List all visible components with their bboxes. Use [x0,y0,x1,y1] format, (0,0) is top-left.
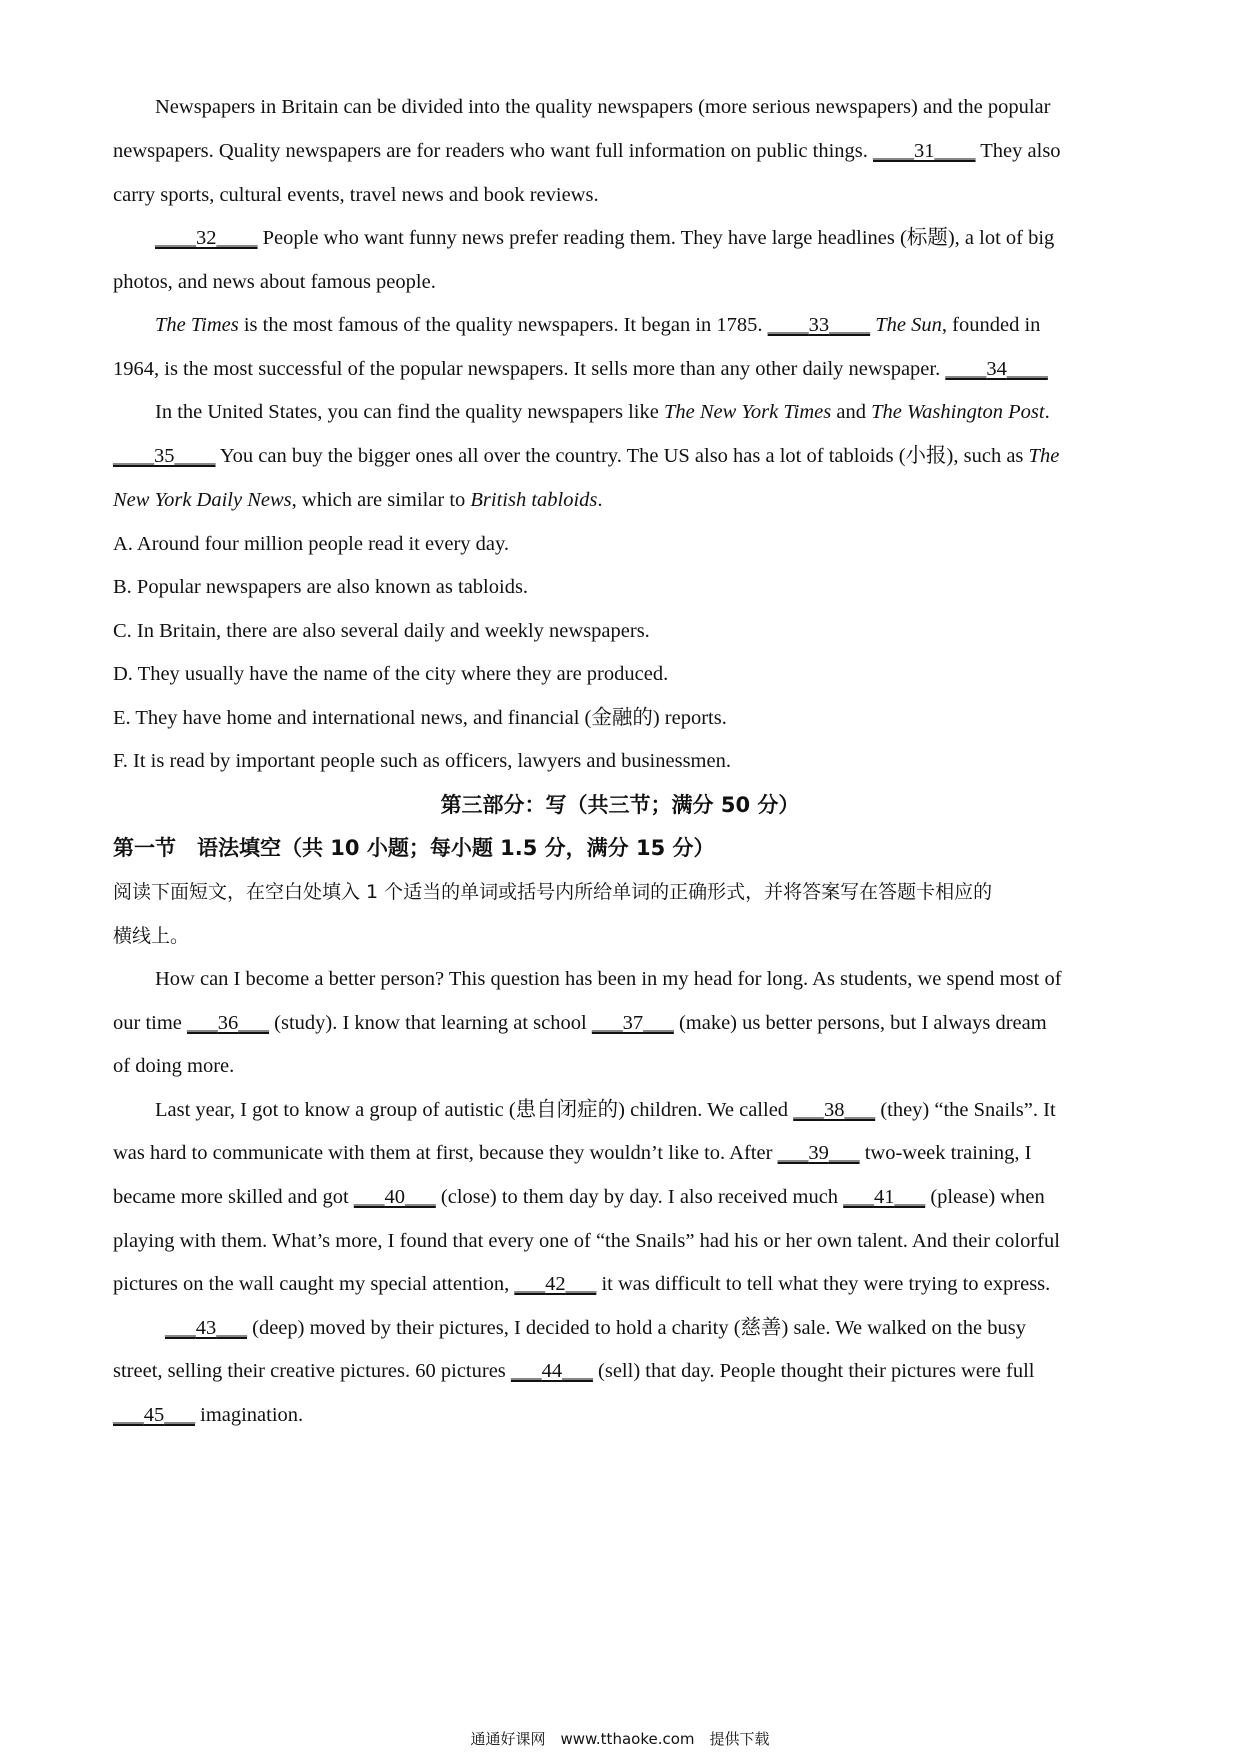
text: became more skilled and got [113,1186,349,1208]
passage2-line [155,1096,1175,1124]
text: . [1044,401,1050,423]
passage1-line [113,268,1133,296]
text: In the United States, you can find the quality newspapers like [155,401,659,423]
italic-title: The New York Times [663,401,832,423]
text: . [597,489,603,511]
blank-36: ___36___ [187,1012,270,1034]
italic-title: British tabloids [470,489,598,511]
blank-43: ___43___ [165,1317,247,1339]
blank-42: ___42___ [514,1273,597,1295]
text: Newspapers in Britain can be divided into the quality newspapers (more serious newspapers) and the popular [155,96,1051,118]
blank-37: ___37___ [591,1012,674,1034]
text: (they) “the Snails”. It [880,1099,1056,1121]
passage2-line [113,1052,1133,1080]
passage2-line [113,1009,1133,1037]
blank-38: ___38___ [793,1099,876,1121]
text: of doing more. [113,1055,235,1077]
blank-39: ___39___ [777,1142,860,1164]
text: photos, and news about famous people. [113,271,436,293]
text: imagination. [200,1404,304,1426]
text: playing with them. What’s more, I found that every one of “the Snails” had his or her own talent. And their colorful [113,1230,1060,1252]
option-b: B. Popular newspapers are also known as tabloids. [113,576,529,598]
passage1-line [113,137,1133,165]
text: is the most famous of the quality newspapers. It began in 1785. [243,314,763,336]
passage2-line [113,1183,1133,1211]
passage1-line [113,355,1133,383]
text: two-week training, I [864,1142,1032,1164]
text: was hard to communicate with them at first, because they wouldn’t like to. After [113,1142,773,1164]
text: 1964, is the most successful of the popular newspapers. It sells more than any other daily newspaper. [113,358,941,380]
blank-45: ___45___ [113,1404,195,1426]
italic-title: The [1028,445,1060,467]
text: (deep) moved by their pictures, I decided to hold a charity (慈善) sale. We walked on the busy [252,1317,1027,1339]
passage1-line [155,93,1175,121]
text: newspapers. Quality newspapers are for readers who want full information on public things. [113,140,868,162]
italic-title: New York Daily News [113,489,292,511]
passage2-line [113,1227,1133,1255]
passage1-line [113,442,1133,470]
blank-44: ___44___ [510,1360,593,1382]
part3-title: 第三部分：写（共三节；满分 50 分） [440,793,800,817]
text: (please) when [930,1186,1045,1208]
text: carry sports, cultural events, travel news and book reviews. [113,184,599,206]
passage2-line [113,1357,1133,1385]
instruction-text: 阅读下面短文，在空白处填入 1 个适当的单词或括号内所给单词的正确形式，并将答案写在答题卡相应的 [113,881,993,903]
passage1-line [113,486,1133,514]
text: it was difficult to tell what they were trying to express. [601,1273,1051,1295]
text: People who want funny news prefer reading them. They have large headlines (标题), a lot of big [262,227,1055,249]
section1-title: 第一节 语法填空（共 10 小题；每小题 1.5 分，满分 15 分） [113,836,715,860]
text: You can buy the bigger ones all over the country. The US also has a lot of tabloids (小报), such as [219,445,1024,467]
text: street, selling their creative pictures. 60 pictures [113,1360,506,1382]
text: (study). I know that learning at school [274,1012,587,1034]
blank-31: ____31____ [873,140,976,162]
text: Last year, I got to know a group of autistic (患自闭症的) children. We called [155,1099,789,1121]
blank-40: ___40___ [353,1186,436,1208]
option-f: F. It is read by important people such as officers, lawyers and businessmen. [113,750,731,772]
passage2-line [155,965,1175,993]
blank-41: ___41___ [843,1186,926,1208]
passage2-line [165,1314,1185,1342]
passage2-line [113,1401,1133,1429]
passage1-line [155,224,1175,252]
blank-34: ____34____ [945,358,1048,380]
option-c: C. In Britain, there are also several daily and weekly newspapers. [113,620,650,642]
text: (sell) that day. People thought their pictures were full [598,1360,1035,1382]
passage1-line [155,311,1175,339]
option-d: D. They usually have the name of the city where they are produced. [113,663,669,685]
blank-32: ____32____ [155,227,258,249]
italic-title: The Washington Post [871,401,1045,423]
text: , founded in [941,314,1041,336]
passage2-line [113,1270,1133,1298]
text: (make) us better persons, but I always dream [678,1012,1047,1034]
blank-33: ____33____ [767,314,871,336]
italic-title: The Sun [875,314,942,336]
text: our time [113,1012,182,1034]
text: pictures on the wall caught my special attention, [113,1273,510,1295]
passage1-line [155,398,1175,426]
option-a: A. Around four million people read it every day. [113,533,510,555]
option-e: E. They have home and international news, and financial (金融的) reports. [113,707,727,729]
text: They also [980,140,1061,162]
passage2-line [113,1139,1133,1167]
italic-title: The Times [155,314,239,336]
text: (close) to them day by day. I also received much [440,1186,839,1208]
instruction-text: 横线上。 [113,925,190,947]
text: , which are similar to [291,489,466,511]
passage1-line [113,181,1133,209]
text: How can I become a better person? This question has been in my head for long. As students, we spend most of [155,968,1062,990]
blank-35: ____35____ [113,445,216,467]
text: and [836,401,866,423]
page-footer: 通通好课网 www.tthaoke.com 提供下载 [470,1730,770,1748]
